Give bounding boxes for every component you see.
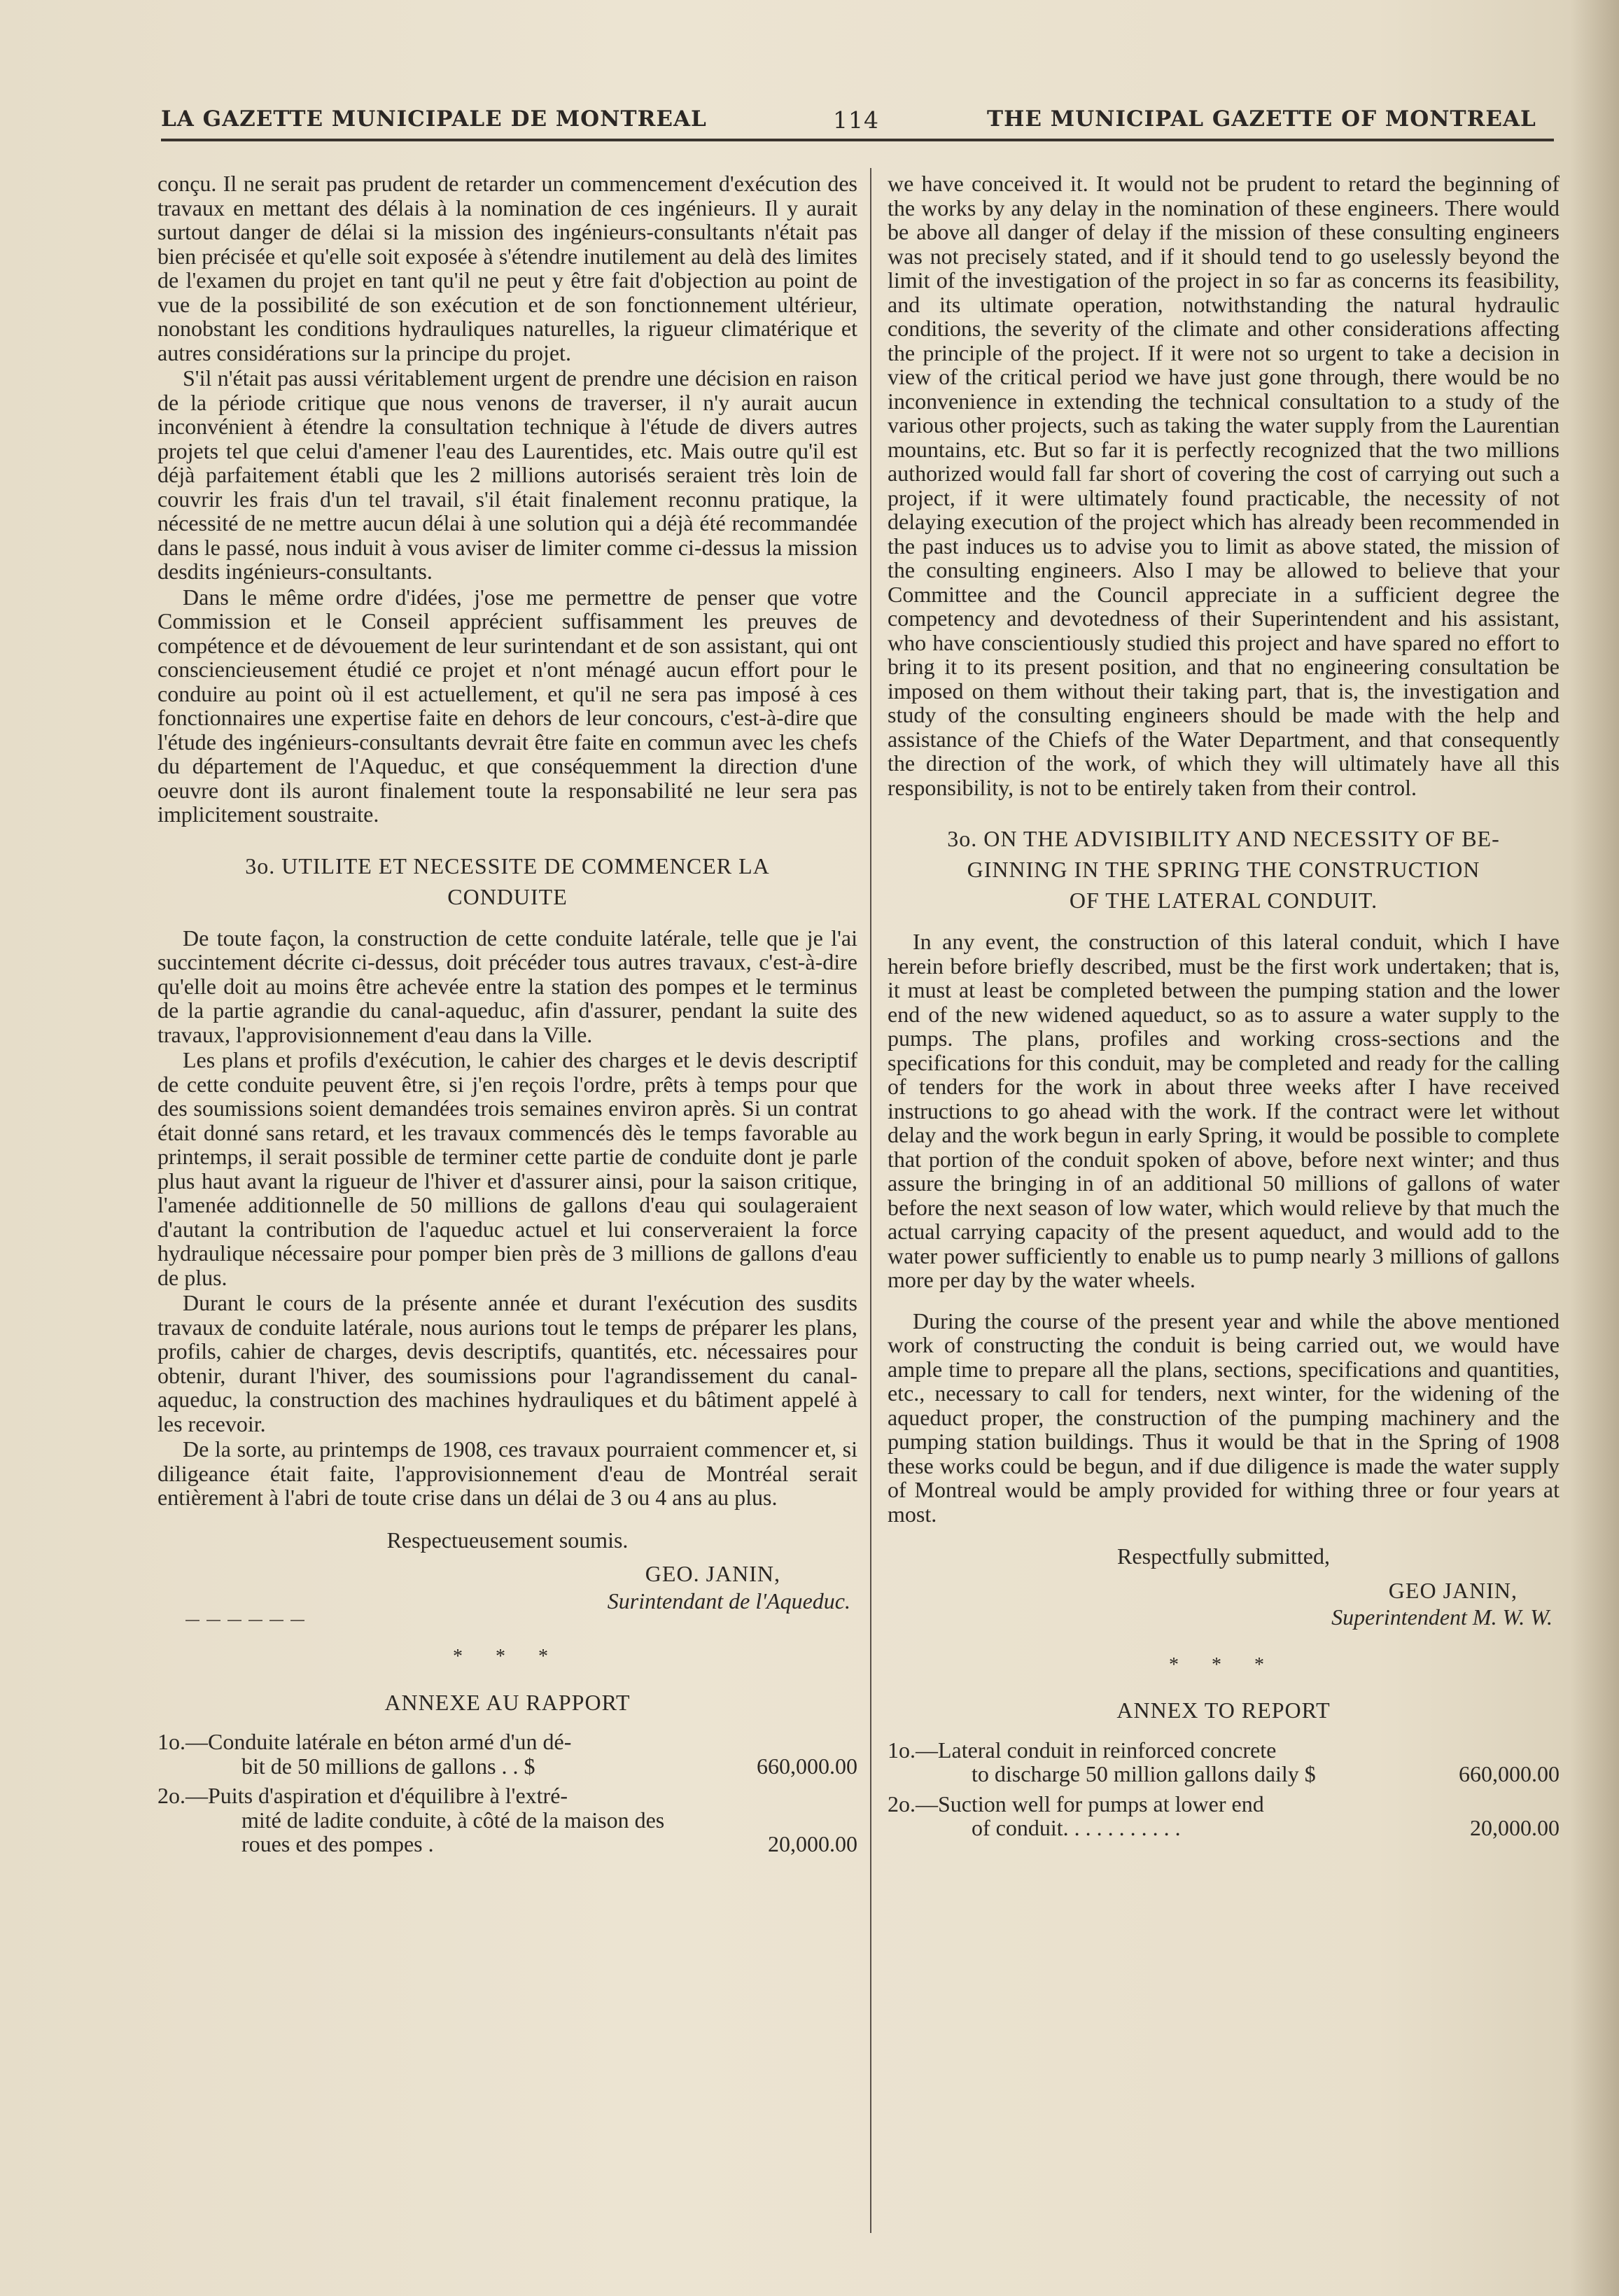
annex-item-line: 2o.—Puits d'aspiration et d'équilibre à l'extré-	[157, 1783, 568, 1808]
paragraph: Dans le même ordre d'idées, j'ose me permettre de penser que votre Commission et le Conseil apprécient suffisamment les preuves de compétence et de dévouement de leur surintendant et de son assistant, qui ont consciencieusement étudié ce projet et n'ont ménagé aucun effort pour le conduire au point où il est actuellement, et qu'il ne sera pas imposé à ces fonctionnaires une expertise faite en dehors de leur concours, c'est-à-dire que l'étude des ingénieurs-consultants devrait être faite en commun avec les chefs du département de l'Aqueduc, et que conséquemment la direction d'une oeuvre dont ils auront finalement toute la responsabilité ne leur sera pas implicitement soustraite.	[157, 584, 857, 827]
annex-item-line: bit de 50 millions de gallons . . $	[241, 1753, 535, 1779]
paragraph: De la sorte, au printemps de 1908, ces travaux pourraient commencer et, si diligeance était faite, l'approvisionnement d'eau de Montréal serait entièrement à l'abri de toute crise dans un délai de 3 ou 4 ans au plus.	[157, 1436, 857, 1510]
section-stars: * * *	[453, 1646, 562, 1667]
closing-phrase: Respectfully submitted,	[1117, 1544, 1330, 1569]
annex-amount: 660,000.00	[757, 1753, 857, 1779]
column-divider	[870, 168, 871, 2233]
section-heading-line: 3o. ON THE ADVISIBILITY AND NECESSITY OF BE-	[947, 826, 1500, 851]
annex-title: ANNEXE AU RAPPORT	[384, 1689, 631, 1715]
header-english-title: THE MUNICIPAL GAZETTE OF MONTREAL	[987, 106, 1536, 132]
section-heading-line: CONDUITE	[447, 883, 568, 909]
page-number: 114	[833, 106, 879, 134]
paragraph: we have conceived it. It would not be prudent to retard the beginning of the works by any delay in the nomination of these engineers. There would be above all danger of delay if the mission of these consulting engineers was not precisely stated, and if it should tend to go uselessly beyond the limit of the investigation of the project in so far as concerns its feasibility, and its ultimate operation, notwithstanding the natural hydraulic conditions, the severity of the climate and other considerations affecting the principle of the project. If it were not so urgent to take a decision in view of the critical period we have just gone through, there would be no inconvenience in extending the technical consultation to a study of the various other projects, such as taking the water supply from the Laurentian mountains, etc. But so far it is perfectly recognized that the two millions authorized would fall far short of covering the cost of carrying out such a project, if it were ultimately found practicable, the necessity of not delaying execution of the project which has already been recommended in the past induces us to advise you to limit as above stated, the mission of the consulting engineers. Also I may be allowed to believe that your Committee and the Council appreciate in a sufficient degree the competency and devotedness of their Superintendent and his assistant, who have conscientiously studied this project and have spared no effort to bring it to its present position, and that no engineering consultation be imposed on them without their taking part, that is, the investigation and study of the consulting engineers should be made with the help and assistance of the Chiefs of the Water Department, and that consequently the direction of the work, of which they will ultimately have all this responsibility, is not to be entirely taken from their control.	[888, 171, 1560, 800]
english-column	[888, 172, 1560, 1846]
paragraph: In any event, the construction of this lateral conduit, which I have herein before briefly described, must be the first work undertaken; that is, it must at least be completed between the pumping station and the lower end of the new widened aqueduct, so as to assure a water supply to the pumps. The plans, profiles and working cross-sections and the specifications for this conduit, may be completed and ready for the calling of tenders for the work in about three weeks after I have received instructions to go ahead with the work. If the contract were let without delay and the work begun in early Spring, it would be possible to complete that portion of the conduit spoken of above, before next winter; and thus assure the bringing in of an additional 50 millions of gallons of water before the next season of low water, which would relieve by that much the actual carrying capacity of the present aqueduct, and would add to the water power sufficiently to enable us to pump nearly 3 millions of gallons more per day by the water wheels.	[888, 929, 1560, 1292]
paragraph: S'il n'était pas aussi véritablement urgent de prendre une décision en raison de la période critique que nous venons de traverser, il n'y aurait aucun inconvénient à étendre la consultation technique à l'étude de divers autres projets tel que celui d'amener l'eau des Laurentides, etc. Mais outre qu'il est déjà parfaitement établi que les 2 millions autorisés seraient très loin de couvrir les frais d'un tel travail, s'il était finalement reconnu pratique, la nécessité de ne mettre aucun délai à une solution qui a déjà été recommandée dans le passé, nous induit à vous aviser de limiter comme ci-dessus la mission desdits ingénieurs-consultants.	[157, 365, 857, 584]
header-rule	[161, 139, 1554, 141]
paragraph: During the course of the present year and while the above mentioned work of constructing the conduit is being carried out, we would have ample time to prepare all the plans, sections, specifications and quantities, etc., necessary to call for tenders, next winter, for the widening of the aqueduct proper, the construction of the pumping machinery and the pumping station buildings. Thus it would be that in the Spring of 1908 these works could be begun, and if due diligence is made the water supply of Montreal would be amply provided for withing three or four years at most.	[888, 1308, 1560, 1527]
section-heading	[157, 850, 857, 912]
signature-name: GEO. JANIN,	[645, 1561, 780, 1586]
annex-item-line: 2o.—Suction well for pumps at lower end	[888, 1791, 1264, 1816]
page-edge-shadow	[1570, 0, 1619, 2296]
annex-amount: 20,000.00	[768, 1831, 857, 1856]
section-heading-line: OF THE LATERAL CONDUIT.	[1069, 888, 1378, 913]
annex-item	[888, 1792, 1560, 1840]
annex-item	[888, 1738, 1560, 1786]
paragraph: conçu. Il ne serait pas prudent de retarder un commencement d'exécution des travaux en mettant des délais à la nomination de ces ingénieurs. Il y aurait surtout danger de délai si la mission des ingénieurs-consultants n'était pas bien précisée et qu'elle soit exposée à s'étendre inutilement au delà des limites de l'examen du projet en tant qu'il ne peut y être fait d'objection au point de vue de la possibilité de son exécution et de son fonctionnement ultérieur, nonobstant les conditions hydrauliques naturelles, la rigueur climatérique et autres considérations sur la principe du projet.	[157, 171, 857, 365]
annex-item-line: to discharge 50 million gallons daily $	[972, 1761, 1316, 1786]
annex-item-line: mité de ladite conduite, à côté de la maison des roues et des pompes .	[241, 1807, 665, 1856]
french-column	[157, 172, 857, 1862]
paragraph: Durant le cours de la présente année et durant l'exécution des susdits travaux de conduite latérale, nous aurions tout le temps de préparer les plans, profils, cahier de charges, devis descriptifs, quantités, etc. nécessaires pour obtenir, durant l'hiver, des soumissions pour l'agrandissement du canal-aqueduc, la construction des machines hydrauliques et du bâtiment appelé à les recevoir.	[157, 1290, 857, 1436]
annex-item	[157, 1784, 857, 1856]
annex-title: ANNEX TO REPORT	[1116, 1698, 1331, 1723]
section-heading-line: GINNING IN THE SPRING THE CONSTRUCTION	[967, 857, 1480, 882]
paragraph: Les plans et profils d'exécution, le cahier des charges et le devis descriptif de cette conduite peuvent être, si j'en reçois l'ordre, prêts à temps pour que des soumissions soient demandées trois semaines environ après. Si un contrat était donné sans retard, et les travaux commencés dès le temps favorable au printemps, il serait possible de terminer cette partie de conduite dont je parle plus haut avant la rigueur de l'hiver et d'assurer ainsi, pour la saison critique, l'amenée additionnelle de 50 millions de gallons d'eau qui soulageraient d'autant la contribution de l'aqueduc actuel et lui conserveraient la force hydraulique nécessaire pour pomper bien près de 3 millions de gallons d'eau de plus.	[157, 1047, 857, 1290]
signature-title: Superintendent M. W. W.	[1331, 1604, 1553, 1630]
annex-amount: 20,000.00	[1470, 1815, 1560, 1840]
page-header	[161, 98, 1547, 140]
dashed-rule	[185, 1620, 311, 1621]
header-french-title: LA GAZETTE MUNICIPALE DE MONTREAL	[161, 106, 707, 132]
annex-item-line: of conduit. . . . . . . . . . .	[972, 1815, 1181, 1840]
annex-item	[157, 1730, 857, 1778]
signature-title: Surintendant de l'Aqueduc.	[607, 1588, 850, 1614]
paragraph: De toute façon, la construction de cette conduite latérale, telle que je l'ai succintement décrite ci-dessus, doit précéder tous autres travaux, c'est-à-dire qu'elle doit au moins être achevée entre la station des pompes et le terminus de la partie agrandie du canal-aqueduc, afin d'assurer, pendant la suite des travaux, l'approvisionnement d'eau dans la Ville.	[157, 925, 857, 1047]
section-stars: * * *	[1169, 1653, 1278, 1676]
annex-item-line: 1o.—Lateral conduit in reinforced concrete	[888, 1737, 1277, 1763]
annex-amount: 660,000.00	[1459, 1761, 1560, 1786]
annex-item-line: 1o.—Conduite latérale en béton armé d'un dé-	[157, 1729, 572, 1754]
section-heading	[888, 823, 1560, 916]
closing-phrase: Respectueusement soumis.	[386, 1527, 629, 1553]
section-heading-line: 3o. UTILITE ET NECESSITE DE COMMENCER LA	[245, 853, 770, 878]
signature-name: GEO JANIN,	[1388, 1577, 1518, 1603]
